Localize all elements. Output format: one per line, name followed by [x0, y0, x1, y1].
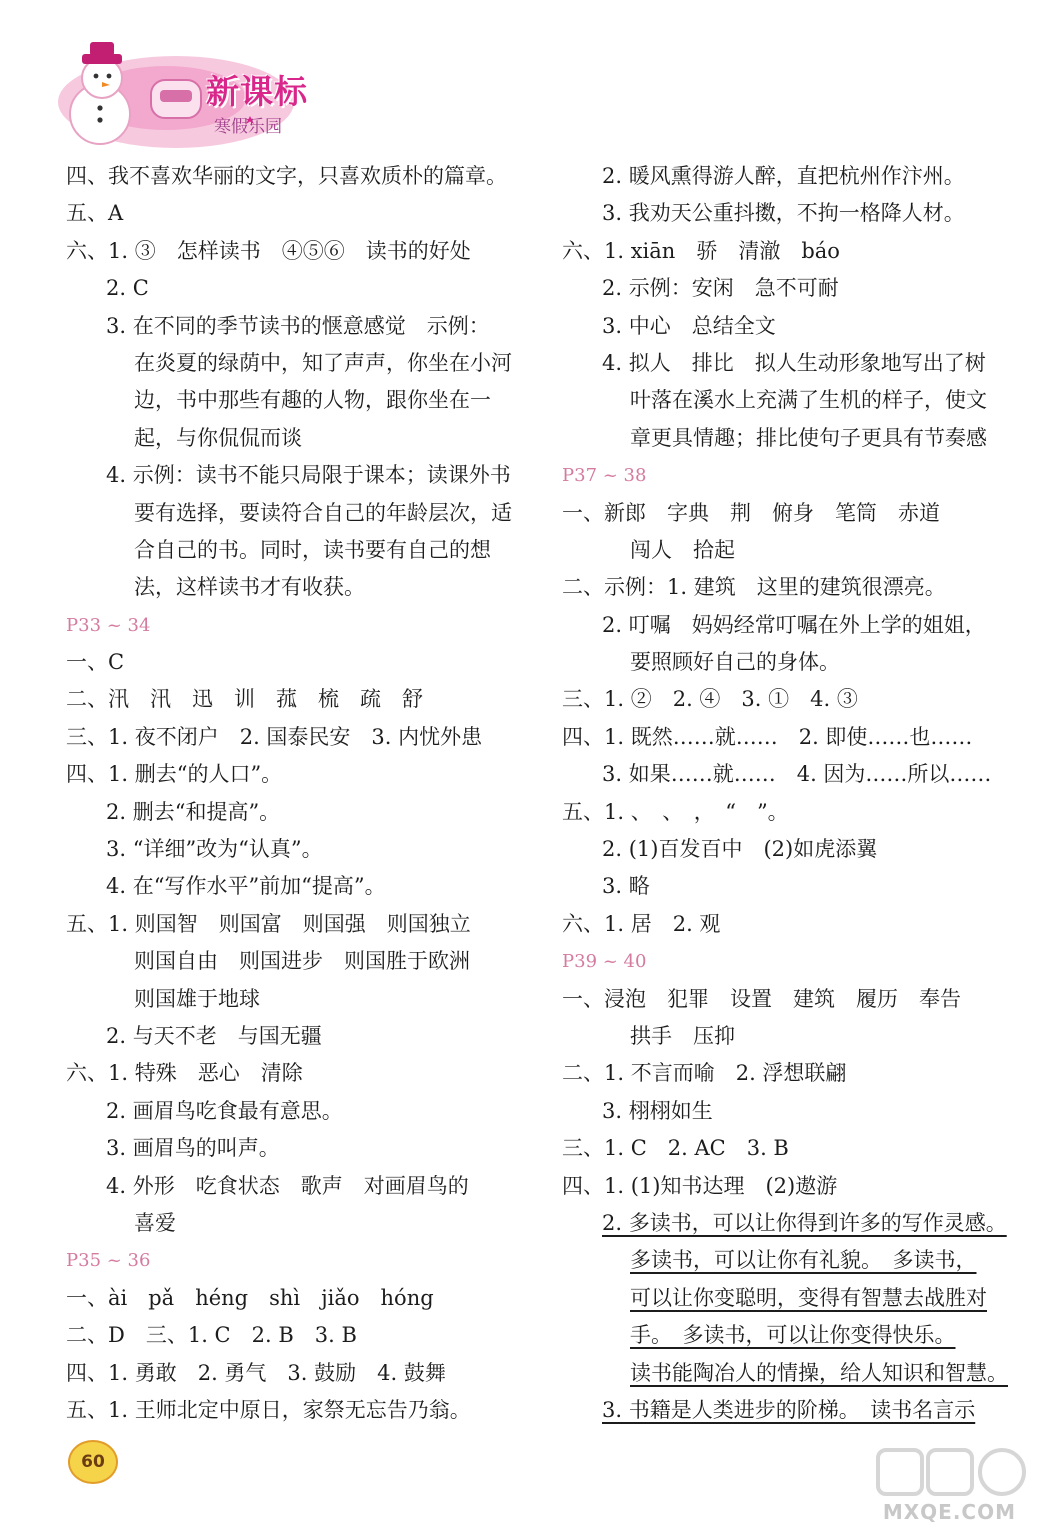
answer-text: 3. 画眉鸟的叫声。 [106, 1136, 280, 1161]
answer-text: 3. 栩栩如生 [602, 1098, 713, 1123]
answer-text: 4. 在“写作水平”前加“提高”。 [106, 874, 386, 899]
left-answer-line [66, 420, 526, 457]
right-answer-line [562, 1055, 1022, 1092]
left-answer-line [66, 644, 526, 681]
answer-text: 拱手 压抑 [630, 1023, 735, 1048]
left-section-heading [66, 607, 526, 644]
left-answer-line [66, 756, 526, 793]
answer-text: 4. 示例：读书不能只局限于课本；读课外书 [106, 463, 511, 488]
answer-text: 六、1. xiān 骄 清澈 báo [562, 238, 840, 263]
left-answer-line [66, 382, 526, 419]
right-answer-line [562, 345, 1022, 382]
answer-text: 要照顾好自己的身体。 [630, 650, 840, 675]
right-answer-line [562, 1392, 1022, 1429]
right-section-heading [562, 457, 1022, 494]
answer-text: 一、浸泡 犯罪 设置 建筑 履历 奉告 [562, 986, 961, 1011]
answer-text: 4. 拟人 排比 拟人生动形象地写出了树 [602, 350, 986, 375]
left-section-heading [66, 1242, 526, 1279]
answer-text: 五、1. 、 、 ， “ ”。 [562, 799, 789, 824]
right-answer-line [562, 495, 1022, 532]
right-answer-line [562, 756, 1022, 793]
answer-text: 2. 叮嘱 妈妈经常叮嘱在外上学的姐姐， [602, 612, 986, 637]
right-answer-line [562, 532, 1022, 569]
answer-text: 2. 多读书，可以让你得到许多的写作灵感。 [602, 1210, 1007, 1235]
answer-text: 2. 暖风熏得游人醉，直把杭州作汴州。 [602, 164, 965, 188]
answer-text: 2. (1)百发百中 (2)如虎添翼 [602, 837, 878, 862]
answer-text: 3. “详细”改为“认真”。 [106, 837, 323, 862]
brand-title: 新课标 [206, 72, 308, 111]
left-answer-line [66, 1392, 526, 1429]
answer-text: 2. C [106, 276, 149, 301]
right-answer-line [562, 420, 1022, 457]
answer-text: 手。 多读书，可以让你变得快乐。 [630, 1323, 956, 1348]
right-answer-line [562, 1317, 1022, 1354]
answer-text: 边，书中那些有趣的人物，跟你坐在一 [134, 388, 491, 413]
right-answer-line [562, 270, 1022, 307]
right-answer-line [562, 607, 1022, 644]
header-banner [56, 40, 346, 152]
left-answer-line [66, 270, 526, 307]
right-answer-line [562, 308, 1022, 345]
answer-text: 一、ài pǎ héng shì jiǎo hóng [66, 1285, 434, 1310]
answer-text: 二、D 三、1. C 2. B 3. B [66, 1323, 357, 1348]
left-answer-line [66, 308, 526, 345]
right-answer-line [562, 1205, 1022, 1242]
right-answer-line [562, 382, 1022, 419]
answer-text: P39 ~ 40 [562, 951, 647, 973]
left-answer-line [66, 1205, 526, 1242]
left-answer-line [66, 906, 526, 943]
left-answer-line [66, 1055, 526, 1092]
right-answer-line [562, 1018, 1022, 1055]
answer-text: 起，与你侃侃而谈 [134, 425, 302, 450]
right-answer-line [562, 1355, 1022, 1392]
right-answer-line [562, 906, 1022, 943]
answer-text: 五、1. 则国智 则国富 则国强 则国独立 [66, 911, 471, 936]
right-answer-line [562, 719, 1022, 756]
left-answer-line [66, 943, 526, 980]
answer-text: 2. 删去“和提高”。 [106, 799, 281, 824]
answer-text: 二、示例：1. 建筑 这里的建筑很漂亮。 [562, 575, 946, 600]
left-answer-line [66, 1018, 526, 1055]
right-answer-line [562, 868, 1022, 905]
answer-text: 一、C [66, 650, 125, 675]
answer-text: 四、我不喜欢华丽的文字，只喜欢质朴的篇章。 [66, 164, 507, 188]
answer-text: 二、1. 不言而喻 2. 浮想联翩 [562, 1061, 847, 1086]
left-answer-line [66, 532, 526, 569]
answer-text: 六、1. 特殊 恶心 清除 [66, 1061, 303, 1086]
watermark [868, 1444, 1028, 1530]
answer-text: 一、新郎 字典 荆 俯身 笔筒 赤道 [562, 500, 940, 525]
answer-text: 章更具情趣；排比使句子更具有节奏感 [630, 425, 987, 450]
left-answer-line [66, 233, 526, 270]
answer-text: 4. 外形 吃食状态 歌声 对画眉鸟的 [106, 1173, 469, 1198]
answer-text: 喜爱 [134, 1210, 176, 1235]
right-answer-line [562, 1280, 1022, 1317]
answer-text: P35 ~ 36 [66, 1250, 151, 1272]
answer-text: P33 ~ 34 [66, 614, 151, 636]
left-answer-line [66, 158, 526, 195]
answer-text: 六、1. ③ 怎样读书 ④⑤⑥ 读书的好处 [66, 238, 471, 263]
right-answer-line [562, 681, 1022, 718]
answer-text: 读书能陶冶人的情操，给人知识和智慧。 [630, 1360, 1008, 1385]
answer-text: 3. 书籍是人类进步的阶梯。 读书名言示 [602, 1397, 976, 1422]
answer-text: 在炎夏的绿荫中，知了声声，你坐在小河 [134, 350, 512, 375]
answer-text: 3. 中心 总结全文 [602, 313, 776, 338]
answer-text: 三、1. C 2. AC 3. B [562, 1136, 789, 1161]
right-answer-line [562, 1130, 1022, 1167]
answer-text: 三、1. ② 2. ④ 3. ① 4. ③ [562, 687, 858, 712]
answer-text: 2. 与天不老 与国无疆 [106, 1023, 322, 1048]
left-answer-line [66, 831, 526, 868]
left-answer-line [66, 1168, 526, 1205]
answer-text: 三、1. 夜不闭户 2. 国泰民安 3. 内忧外患 [66, 724, 483, 749]
answer-text: 要有选择，要读符合自己的年龄层次，适 [134, 500, 512, 525]
answer-text: 叶落在溪水上充满了生机的样子，使文 [630, 388, 987, 413]
left-answer-line [66, 1093, 526, 1130]
answer-text: 闯人 拾起 [630, 537, 735, 562]
answer-text: 3. 略 [602, 874, 650, 899]
right-answer-line [562, 233, 1022, 270]
right-answer-line [562, 1093, 1022, 1130]
watermark-text: MXQE.COM [882, 1500, 1016, 1524]
brand-subtitle: 寒假乐园 [214, 117, 282, 137]
right-answer-line [562, 569, 1022, 606]
answer-text: 2. 画眉鸟吃食最有意思。 [106, 1098, 343, 1123]
left-answer-line [66, 794, 526, 831]
answer-text: 可以让你变聪明，变得有智慧去战胜对 [630, 1285, 987, 1310]
left-answer-line [66, 1317, 526, 1354]
answer-text: 则国自由 则国进步 则国胜于欧洲 [134, 949, 470, 974]
answer-text: 3. 如果……就…… 4. 因为……所以…… [602, 762, 992, 787]
left-answer-line [66, 1280, 526, 1317]
right-answer-line [562, 158, 1022, 195]
right-answer-line [562, 1242, 1022, 1279]
right-answer-line [562, 794, 1022, 831]
left-answer-line [66, 1130, 526, 1167]
left-answer-line [66, 981, 526, 1018]
left-answer-line [66, 868, 526, 905]
answer-column-left [66, 158, 526, 1429]
right-answer-line [562, 981, 1022, 1018]
answer-text: 法，这样读书才有收获。 [134, 575, 365, 600]
right-section-heading [562, 943, 1022, 980]
answer-text: 3. 我劝天公重抖擞，不拘一格降人材。 [602, 201, 965, 226]
left-answer-line [66, 345, 526, 382]
left-answer-line [66, 195, 526, 232]
left-answer-line [66, 719, 526, 756]
answer-text: 五、1. 王师北定中原日，家祭无忘告乃翁。 [66, 1397, 471, 1422]
answer-text: 合自己的书。同时，读书要有自己的想 [134, 537, 491, 562]
left-answer-line [66, 681, 526, 718]
answer-text: 六、1. 居 2. 观 [562, 911, 721, 936]
answer-text: 3. 在不同的季节读书的惬意感觉 示例： [106, 313, 490, 338]
left-answer-line [66, 495, 526, 532]
left-answer-line [66, 1355, 526, 1392]
answer-text: 五、A [66, 201, 124, 226]
left-answer-line [66, 457, 526, 494]
answer-text: 四、1. 勇敢 2. 勇气 3. 鼓励 4. 鼓舞 [66, 1360, 446, 1385]
answer-text: 2. 示例：安闲 急不可耐 [602, 276, 839, 301]
page-number-badge: 60 [68, 1440, 118, 1484]
right-answer-line [562, 644, 1022, 681]
answer-text: 多读书，可以让你有礼貌。 多读书， [630, 1248, 977, 1273]
right-answer-line [562, 1168, 1022, 1205]
answer-text: 则国雄于地球 [134, 986, 260, 1011]
answer-text: P37 ~ 38 [562, 465, 647, 487]
answer-text: 二、汛 汛 迅 训 菰 梳 疏 舒 [66, 687, 423, 712]
left-answer-line [66, 569, 526, 606]
answer-text: 四、1. 既然……就…… 2. 即使……也…… [562, 724, 973, 749]
answer-text: 四、1. 删去“的人口”。 [66, 762, 283, 787]
right-answer-line [562, 195, 1022, 232]
answer-text: 四、1. (1)知书达理 (2)遨游 [562, 1173, 838, 1198]
answer-column-right [562, 158, 1022, 1429]
right-answer-line [562, 831, 1022, 868]
